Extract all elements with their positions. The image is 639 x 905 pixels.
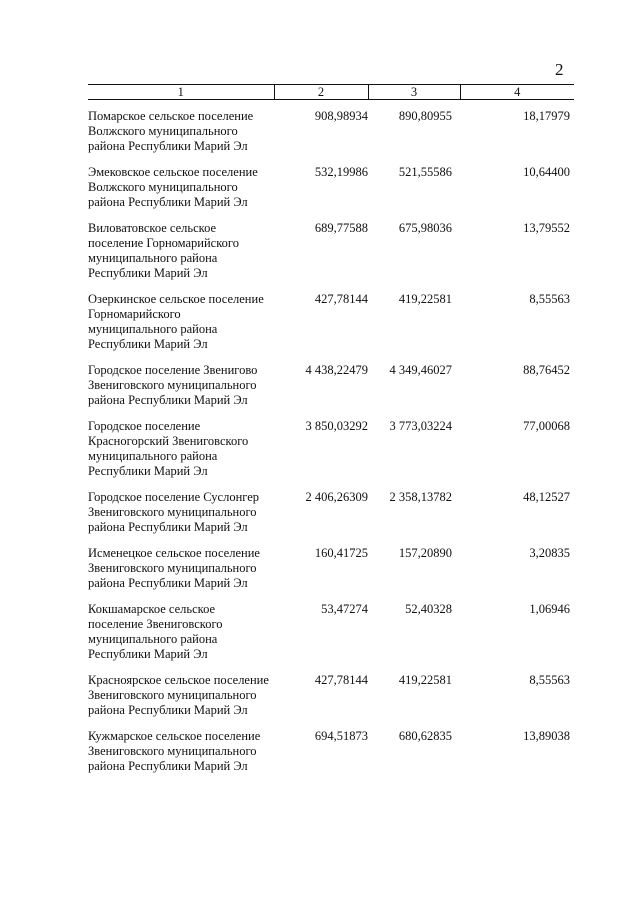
value-col-2: 689,77588 [314, 221, 368, 235]
column-header-2: 2 [274, 85, 368, 100]
settlement-name: Городское поселение Красногорский Звениговского муниципального района Республики Марий Эл [88, 419, 249, 478]
value-col-4: 13,89038 [523, 729, 570, 743]
table-row [88, 673, 574, 729]
settlement-name: Городское поселение Звенигово Звениговского муниципального района Республики Марий Эл [88, 363, 258, 407]
value-col-3: 680,62835 [398, 729, 452, 743]
value-col-2: 4 438,22479 [305, 363, 368, 377]
value-col-2: 3 850,03292 [305, 419, 368, 433]
column-header-4: 4 [460, 85, 574, 100]
value-col-2: 160,41725 [314, 546, 368, 560]
settlement-name: Кужмарское сельское поселение Звениговского муниципального района Республики Марий Эл [88, 729, 261, 773]
settlement-name: Красноярское сельское поселение Звениговского муниципального района Республики Марий Эл [88, 673, 269, 717]
value-col-2: 532,19986 [314, 165, 368, 179]
value-col-3: 4 349,46027 [389, 363, 452, 377]
settlement-name: Эмековское сельское поселение Волжского муниципального района Республики Марий Эл [88, 165, 258, 209]
value-col-2: 694,51873 [314, 729, 368, 743]
value-col-3: 890,80955 [398, 109, 452, 123]
value-col-4: 48,12527 [523, 490, 570, 504]
table-row [88, 490, 574, 546]
value-col-4: 77,00068 [523, 419, 570, 433]
value-col-2: 2 406,26309 [305, 490, 368, 504]
value-col-3: 2 358,13782 [389, 490, 452, 504]
column-header-1: 1 [88, 85, 274, 100]
value-col-4: 13,79552 [523, 221, 570, 235]
column-header-3: 3 [368, 85, 460, 100]
value-col-3: 52,40328 [405, 602, 452, 616]
value-col-4: 3,20835 [529, 546, 570, 560]
table-row [88, 602, 574, 673]
table-row [88, 221, 574, 292]
table-row [88, 100, 574, 166]
settlement-name: Озеркинское сельское поселение Горномарийского муниципального района Республики Марий Эл [88, 292, 264, 351]
value-col-3: 675,98036 [398, 221, 452, 235]
value-col-3: 3 773,03224 [389, 419, 452, 433]
value-col-3: 419,22581 [398, 673, 452, 687]
value-col-4: 1,06946 [529, 602, 570, 616]
value-col-2: 427,78144 [314, 292, 368, 306]
value-col-2: 427,78144 [314, 673, 368, 687]
value-col-2: 53,47274 [321, 602, 368, 616]
table-row [88, 419, 574, 490]
page-number: 2 [555, 60, 564, 79]
table-row [88, 546, 574, 602]
table-header-row [88, 85, 574, 100]
allocation-table [88, 84, 574, 785]
value-col-4: 88,76452 [523, 363, 570, 377]
value-col-3: 419,22581 [398, 292, 452, 306]
value-col-3: 157,20890 [398, 546, 452, 560]
settlement-name: Помарское сельское поселение Волжского муниципального района Республики Марий Эл [88, 109, 254, 153]
table-row [88, 363, 574, 419]
value-col-4: 18,17979 [523, 109, 570, 123]
value-col-2: 908,98934 [314, 109, 368, 123]
settlement-name: Кокшамарское сельское поселение Звениговского муниципального района Республики Марий Эл [88, 602, 223, 661]
settlement-name: Исменецкое сельское поселение Звениговского муниципального района Республики Марий Эл [88, 546, 260, 590]
table-row [88, 165, 574, 221]
settlement-name: Городское поселение Суслонгер Звениговского муниципального района Республики Марий Эл [88, 490, 260, 534]
value-col-4: 10,64400 [523, 165, 570, 179]
table-row [88, 729, 574, 785]
settlement-name: Виловатовское сельское поселение Горномарийского муниципального района Республики Марий Эл [88, 221, 239, 280]
value-col-4: 8,55563 [529, 673, 570, 687]
value-col-4: 8,55563 [529, 292, 570, 306]
value-col-3: 521,55586 [398, 165, 452, 179]
table-row [88, 292, 574, 363]
